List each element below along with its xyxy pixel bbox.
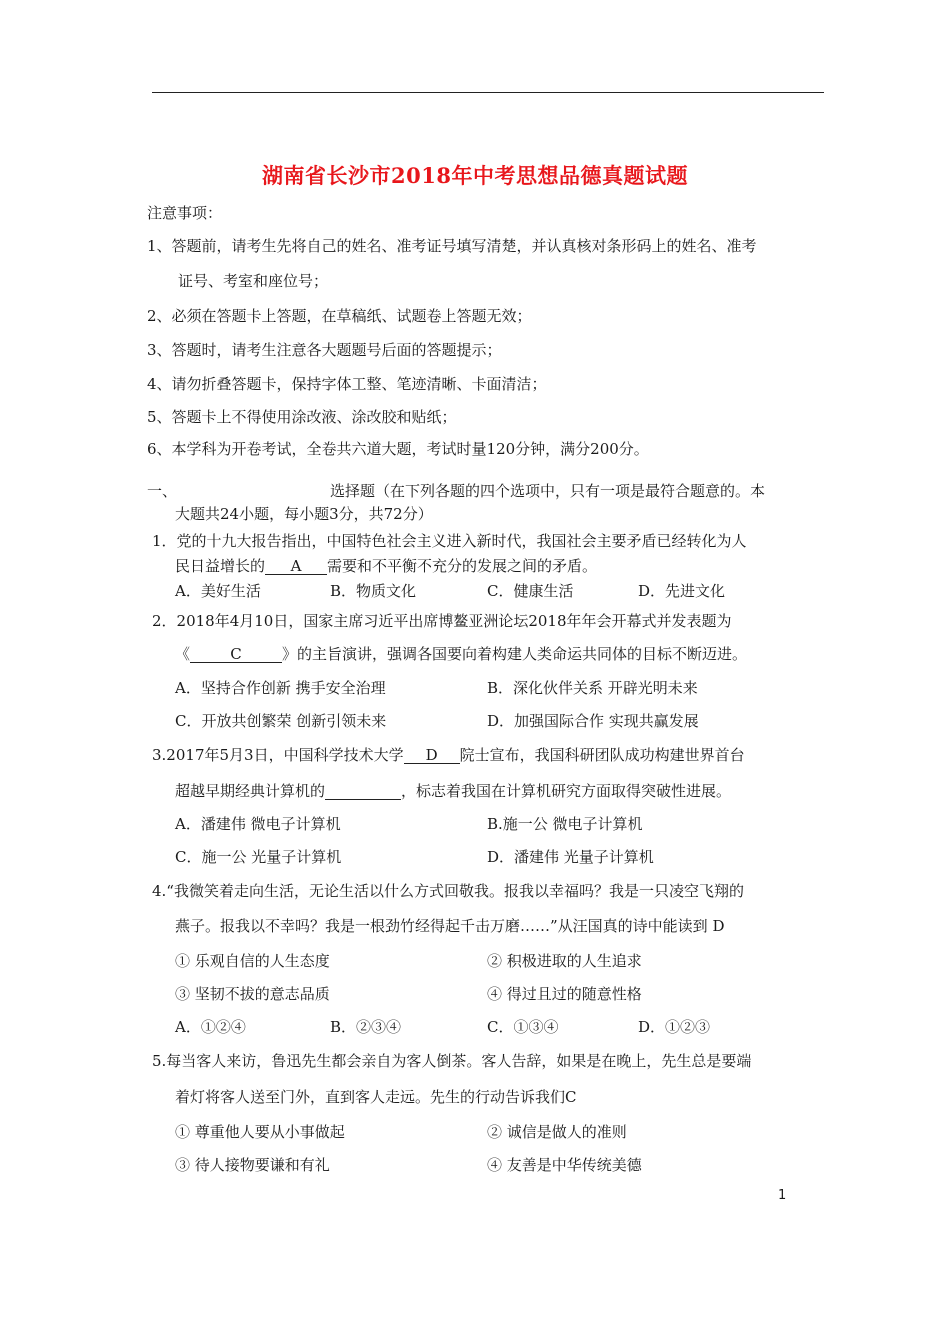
option: C．施一公 光量子计算机 [175,848,342,866]
option: D．①②③ [638,1018,711,1036]
option: C．①③④ [487,1018,559,1036]
statement: ① 尊重他人要从小事做起 [175,1123,345,1141]
option: C．健康生活 [487,582,574,600]
option: D．先进文化 [638,582,726,600]
statement: ④ 得过且过的随意性格 [487,985,642,1003]
option: A．潘建伟 微电子计算机 [175,815,341,833]
section-heading-cont: 大题共24小题，每小题3分，共72分） [175,505,433,523]
question-2-stem-cont: 《 C 》的主旨演讲，强调各国要向着构建人类命运共同体的目标不断迈进。 [175,645,748,663]
notice-heading: 注意事项： [147,204,223,222]
question-4-stem-cont: 燕子。报我以不幸吗？我是一根劲竹经得起千击万磨……”从汪国真的诗中能读到 D [175,917,725,935]
option: A．坚持合作创新 携手安全治理 [175,679,386,697]
answer-blank: D [404,747,460,764]
statement: ③ 待人接物要谦和有礼 [175,1156,330,1174]
option: B．深化伙伴关系 开辟光明未来 [487,679,698,697]
option: A．①②④ [175,1018,246,1036]
notice-item: 3、答题时，请考生注意各大题题号后面的答题提示； [147,341,502,359]
question-2-stem: 2．2018年4月10日，国家主席习近平出席博鳌亚洲论坛2018年年会开幕式并发表题为 [152,612,732,630]
notice-item: 1、答题前，请考生先将自己的姓名、准考证号填写清楚，并认真核对条形码上的姓名、准考 [147,237,757,255]
question-4-stem: 4.“我微笑着走向生活，无论生活以什么方式回敬我。报我以幸福吗？我是一只凌空飞翔的 [152,882,744,900]
question-5-stem-cont: 着灯将客人送至门外，直到客人走远。先生的行动告诉我们C [175,1088,577,1106]
notice-item: 4、请勿折叠答题卡，保持字体工整、笔迹清晰、卡面清洁； [147,375,547,393]
option: B．②③④ [330,1018,402,1036]
option: A．美好生活 [175,582,261,600]
page-title: 湖南省长沙市2018年中考思想品德真题试题 [262,163,688,188]
option: B．物质文化 [330,582,417,600]
statement: ② 积极进取的人生追求 [487,952,642,970]
option: B.施一公 微电子计算机 [487,815,643,833]
notice-item: 5、答题卡上不得使用涂改液、涂改胶和贴纸； [147,408,457,426]
statement: ① 乐观自信的人生态度 [175,952,330,970]
statement: ② 诚信是做人的准则 [487,1123,627,1141]
option: D．加强国际合作 实现共赢发展 [487,712,699,730]
notice-item: 证号、考室和座位号； [178,272,329,290]
notice-item: 2、必须在答题卡上答题，在草稿纸、试题卷上答题无效； [147,307,532,325]
section-number: 一、 [147,482,178,500]
header-rule [152,92,824,93]
statement: ④ 友善是中华传统美德 [487,1156,642,1174]
question-3-stem-cont: 超越早期经典计算机的 ，标志着我国在计算机研究方面取得突破性进展。 [175,782,732,800]
answer-blank [325,783,401,800]
notice-item: 6、本学科为开卷考试，全卷共六道大题，考试时量120分钟，满分200分。 [147,440,649,458]
question-3-stem: 3.2017年5月3日，中国科学技术大学 D 院士宣布，我国科研团队成功构建世界首台 [152,746,745,764]
question-1-stem-cont: 民日益增长的 A 需要和不平衡不充分的发展之间的矛盾。 [175,557,598,575]
option: C．开放共创繁荣 创新引领未来 [175,712,387,730]
question-5-stem: 5.每当客人来访，鲁迅先生都会亲自为客人倒茶。客人告辞，如果是在晚上，先生总是要端 [152,1052,752,1070]
option: D．潘建伟 光量子计算机 [487,848,654,866]
page-number: 1 [778,1188,787,1203]
section-heading: 选择题（在下列各题的四个选项中，只有一项是最符合题意的。本 [330,482,766,500]
question-1-stem: 1．党的十九大报告指出，中国特色社会主义进入新时代，我国社会主要矛盾已经转化为人 [152,532,747,550]
statement: ③ 坚韧不拔的意志品质 [175,985,330,1003]
answer-blank: C [190,646,282,663]
answer-blank: A [265,558,327,575]
